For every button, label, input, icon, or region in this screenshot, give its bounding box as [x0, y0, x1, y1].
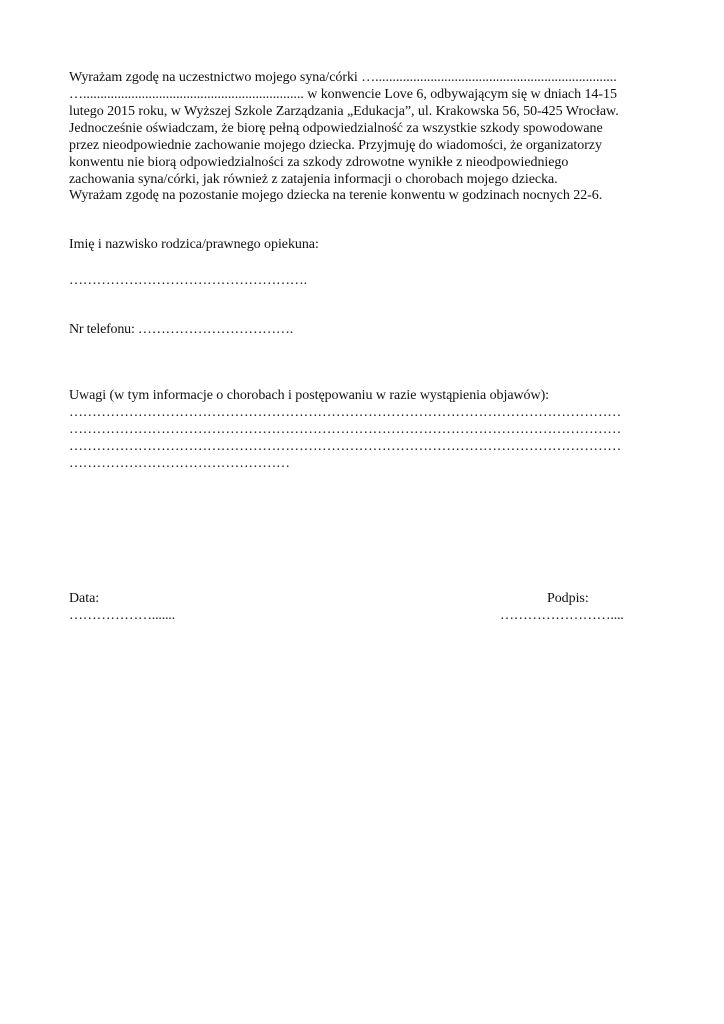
notes-line-2[interactable]: …………………………………………………………………………………………………………	[69, 422, 622, 437]
consent-line-4: Jednocześnie oświadczam, że biorę pełną odpowiedzialność za wszystkie szkody spowodowane	[69, 121, 603, 136]
guardian-name-field[interactable]: …………………………………………….	[69, 273, 307, 288]
notes-label: Uwagi (w tym informacje o chorobach i postępowaniu w razie wystąpienia objawów):	[69, 388, 550, 403]
consent-line-3: lutego 2015 roku, w Wyższej Szkole Zarządzania „Edukacja”, ul. Krakowska 56, 50-425 Wrocław.	[69, 104, 619, 119]
consent-line-6: konwentu nie biorą odpowiedzialności za szkody zdrowotne wynikłe z nieodpowiedniego	[69, 155, 569, 170]
consent-line-7: zachowania syna/córki, jak również z zatajenia informacji o chorobach mojego dziecka.	[69, 172, 558, 187]
phone-field[interactable]: Nr telefonu: …………………………….	[69, 322, 294, 337]
consent-line-5: przez nieodpowiednie zachowanie mojego dziecka. Przyjmuję do wiadomości, że organizatorzy	[69, 138, 602, 153]
guardian-name-label: Imię i nazwisko rodzica/prawnego opiekuna:	[69, 237, 319, 252]
date-field[interactable]: ……………….......	[69, 608, 175, 623]
signature-field[interactable]: ……………………....	[500, 608, 624, 623]
consent-line-2: …................................................................ w konwencie Love 6, odbywającym się w dniach 14-15	[69, 87, 617, 102]
signature-label: Podpis:	[547, 591, 589, 606]
notes-line-4[interactable]: …………………………………………	[69, 456, 290, 471]
notes-line-3[interactable]: …………………………………………………………………………………………………………	[69, 439, 622, 454]
date-label: Data:	[69, 591, 100, 606]
consent-line-8: Wyrażam zgodę na pozostanie mojego dziecka na terenie konwentu w godzinach nocnych 22-6.	[69, 188, 603, 203]
notes-line-1[interactable]: …………………………………………………………………………………………………………	[69, 405, 622, 420]
consent-line-1: Wyrażam zgodę na uczestnictwo mojego syna/córki …......................................................................	[69, 70, 617, 85]
